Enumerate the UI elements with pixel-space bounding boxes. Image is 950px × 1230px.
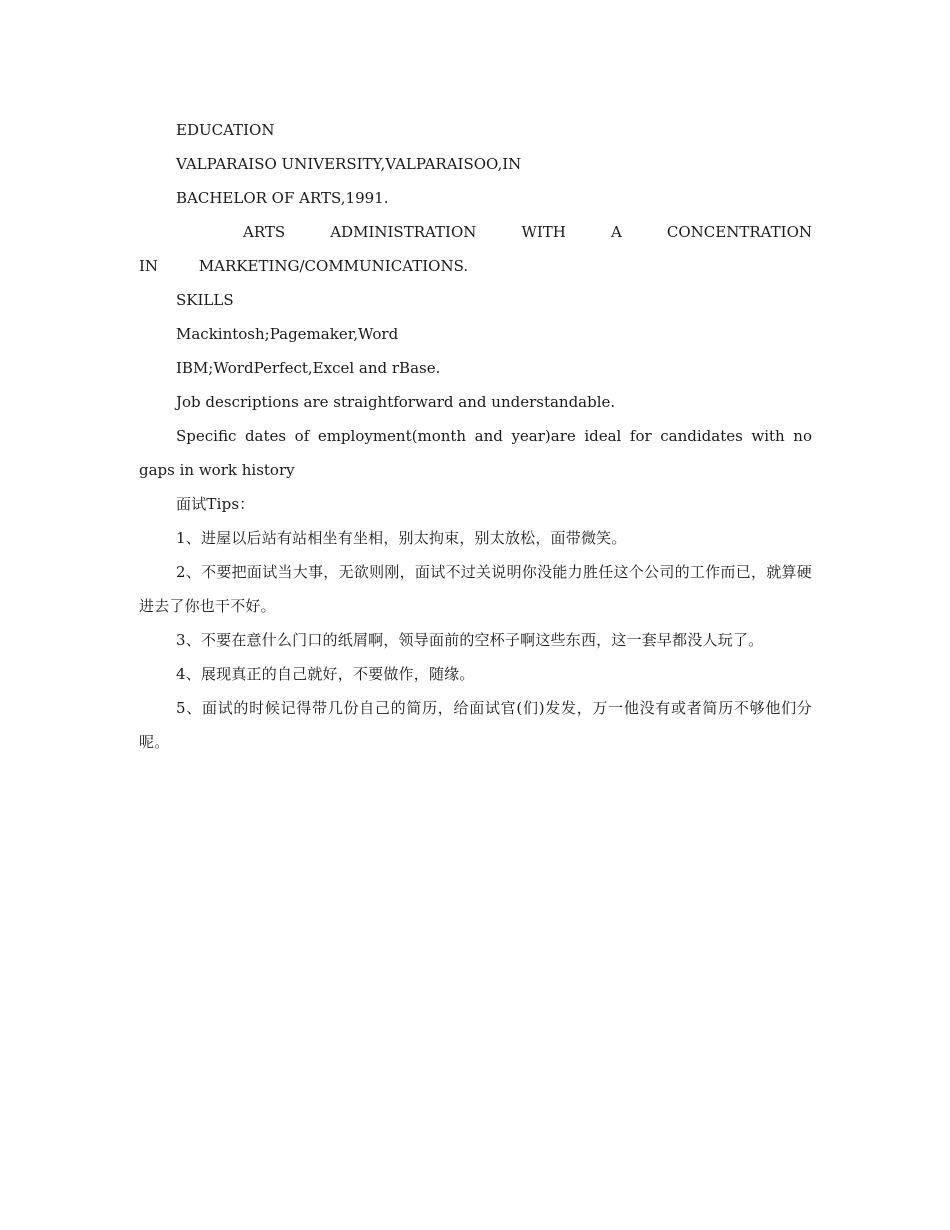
tip-item-4: 4、展现真正的自己就好，不要做作，随缘。 [176,665,475,683]
tip-item-3: 3、不要在意什么门口的纸屑啊，领导面前的空杯子啊这些东西，这一套早都没人玩了。 [176,631,764,649]
job-descriptions-note: Job descriptions are straightforward and understandable. [176,393,616,411]
tip-item-5: 5、面试的时候记得带几份自己的简历，给面试官(们)发发，万一他没有或者简历不够他们分呢。 [139,699,812,751]
skills-mac-line: Mackintosh;Pagemaker,Word [176,325,399,343]
major-line: ARTS ADMINISTRATION WITH A CONCENTRATION IN MARKETING/COMMUNICATIONS. [139,223,812,275]
section-heading-skills: SKILLS [176,291,234,309]
degree-line: BACHELOR OF ARTS,1991. [176,189,389,207]
section-heading-education: EDUCATION [176,121,275,139]
tip-item-2: 2、不要把面试当大事，无欲则刚，面试不过关说明你没能力胜任这个公司的工作而已，就算硬进去了你也干不好。 [139,563,812,615]
employment-dates-note: Specific dates of employment(month and year)are ideal for candidates with no gaps in work history [139,427,812,479]
tips-heading: 面试Tips： [176,495,255,513]
tip-item-1: 1、进屋以后站有站相坐有坐相，别太拘束，别太放松，面带微笑。 [176,529,627,547]
university-line: VALPARAISO UNIVERSITY,VALPARAISOO,IN [176,155,522,173]
skills-ibm-line: IBM;WordPerfect,Excel and rBase. [176,359,441,377]
document-body [139,113,812,759]
